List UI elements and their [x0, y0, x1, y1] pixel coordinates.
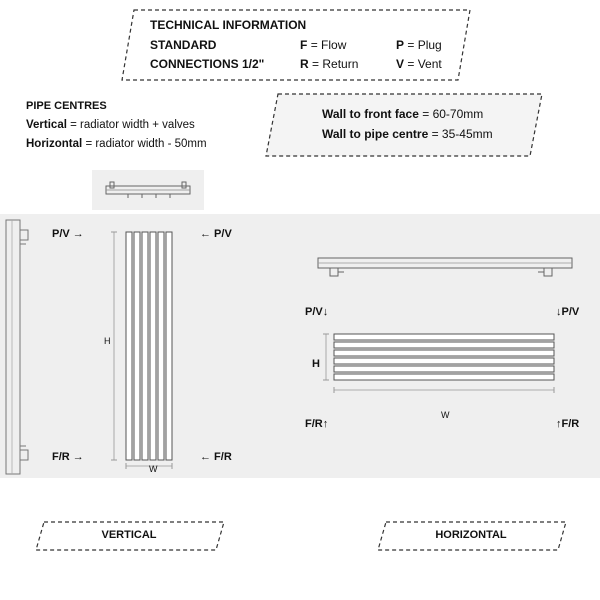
plug-legend: [396, 38, 442, 52]
plug-key: P: [396, 38, 405, 52]
plug-value: = Plug: [407, 38, 442, 52]
pipe-centres-vertical: [26, 119, 195, 131]
vertical-radiator-front: [104, 226, 184, 476]
horizontal-pv-left: P/V↓: [305, 306, 329, 318]
flow-key: F: [300, 38, 308, 52]
horizontal-fr-right: ↑F/R: [556, 418, 580, 430]
return-legend: [300, 57, 358, 71]
vent-value: = Vent: [407, 57, 442, 71]
wall-pipe-value: = 35-45mm: [431, 127, 493, 141]
vent-legend: [396, 57, 442, 71]
wall-front-key: Wall to front face: [322, 107, 419, 121]
vertical-value: = radiator width + valves: [70, 119, 195, 131]
tech-standard: STANDARD: [150, 38, 217, 52]
vertical-fr-right: ← F/R: [200, 451, 232, 463]
vertical-side-view: [0, 214, 40, 478]
return-key: R: [300, 57, 309, 71]
horizontal-w-label: W: [441, 410, 450, 420]
horizontal-pv-right: ↓P/V: [556, 306, 580, 318]
wall-pipe-key: Wall to pipe centre: [322, 127, 429, 141]
vent-key: V: [396, 57, 405, 71]
horizontal-top-view: [314, 254, 576, 284]
top-view-thumbnail: [92, 170, 204, 210]
vertical-pv-left: P/V →: [52, 228, 84, 240]
flow-value: = Flow: [310, 38, 347, 52]
vertical-key: Vertical: [26, 119, 67, 131]
horizontal-h-label: H: [312, 358, 320, 370]
vertical-pv-right: ← P/V: [200, 228, 232, 240]
horizontal-value: = radiator width - 50mm: [85, 138, 207, 150]
horizontal-fr-left: F/R↑: [305, 418, 329, 430]
wall-front-value: = 60-70mm: [422, 107, 484, 121]
vertical-w-label: W: [149, 464, 158, 474]
tech-info-title: TECHNICAL INFORMATION: [150, 18, 307, 32]
vertical-h-label: H: [104, 336, 111, 346]
wall-distance-frame: [264, 92, 544, 158]
horizontal-radiator-front: [320, 328, 570, 418]
horizontal-caption: HORIZONTAL: [435, 529, 507, 541]
horizontal-key: Horizontal: [26, 138, 83, 150]
pipe-centres-title: PIPE CENTRES: [26, 100, 107, 112]
tech-connections: CONNECTIONS 1/2": [150, 57, 265, 71]
wall-front-face: [322, 107, 483, 121]
return-value: = Return: [312, 57, 359, 71]
pipe-centres-horizontal: [26, 138, 207, 150]
flow-legend: [300, 38, 346, 52]
vertical-caption: VERTICAL: [101, 529, 157, 541]
wall-pipe-centre: [322, 127, 493, 141]
vertical-fr-left: F/R →: [52, 451, 84, 463]
